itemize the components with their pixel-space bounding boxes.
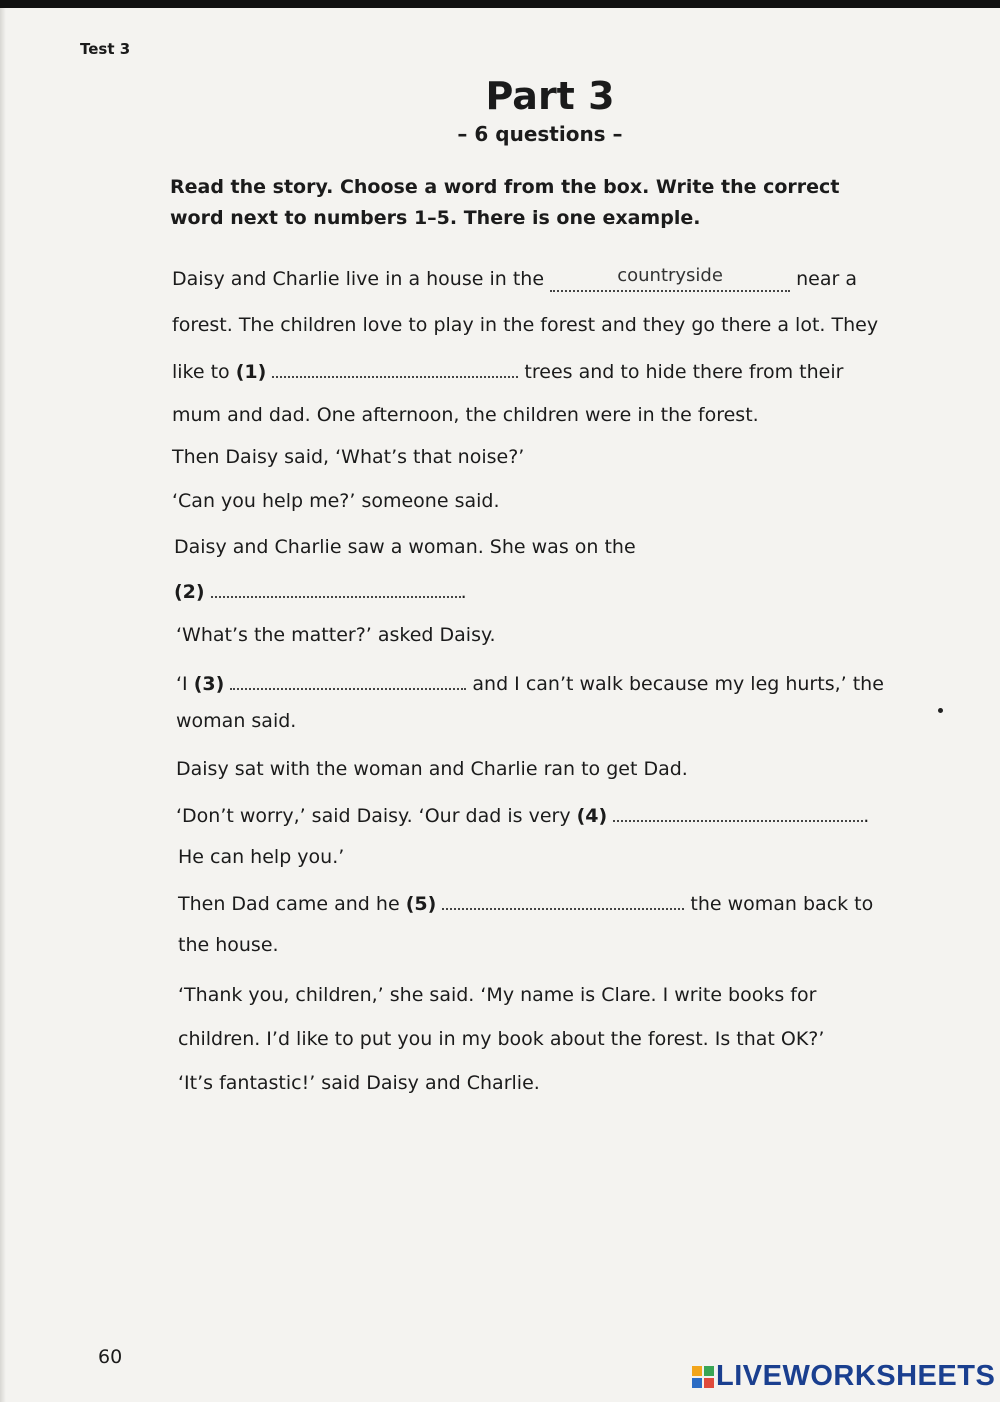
page-subtitle: – 6 questions – [457,122,623,146]
story-line-1: Daisy and Charlie live in a house in the countryside near a [172,265,857,290]
story-line-16: the house. [178,934,279,956]
story-line-14: He can help you.’ [178,846,345,868]
top-edge [0,0,1000,8]
question-number-5: (5) [405,893,437,915]
story-line-5: Then Daisy said, ‘What’s that noise?’ [172,446,525,468]
answer-blank-3[interactable] [230,670,466,690]
story-line-3: like to (1) trees and to hide there from their [172,358,843,383]
story-line-18: children. I’d like to put you in my book about the forest. Is that OK?’ [178,1028,825,1050]
answer-blank-4[interactable] [613,802,863,822]
story-line-17: ‘Thank you, children,’ she said. ‘My name is Clare. I write books for [178,984,817,1006]
question-number-2: (2) [174,581,205,603]
page-title: Part 3 [485,74,615,118]
story-line-19: ‘It’s fantastic!’ said Daisy and Charlie. [178,1072,540,1094]
question-number-1: (1) [235,361,267,383]
answer-blank-2[interactable] [211,578,461,598]
answer-blank-1[interactable] [272,358,518,378]
example-answer-field: countryside [550,269,790,292]
story-line-12: Daisy sat with the woman and Charlie ran to get Dad. [176,758,688,780]
story-line-13: ‘Don’t worry,’ said Daisy. ‘Our dad is very (4) . [176,802,869,827]
story-line-7: Daisy and Charlie saw a woman. She was on the [174,536,636,558]
story-line-4: mum and dad. One afternoon, the children were in the forest. [172,404,759,426]
stray-mark [938,708,943,713]
story-line-11: woman said. [176,710,297,732]
story-line-10: ‘I (3) and I can’t walk because my leg hurts,’ the [176,670,884,695]
test-label: Test 3 [80,40,131,58]
page-gutter [0,8,6,1402]
story-line-2: forest. The children love to play in the forest and they go there a lot. They [172,314,879,336]
question-number-3: (3) [193,673,225,695]
question-number-4: (4) [576,805,608,827]
story-line-8: (2) . [174,578,467,603]
page-number: 60 [98,1346,123,1368]
brand-name: LIVEWORKSHEETS [716,1360,996,1392]
instructions: Read the story. Choose a word from the box. Write the correct word next to numbers 1–5. There is one example. [170,176,840,229]
story-line-15: Then Dad came and he (5) the woman back to [178,890,873,915]
story-line-6: ‘Can you help me?’ someone said. [172,490,500,512]
answer-blank-5[interactable] [442,890,684,910]
liveworksheets-icon [692,1366,714,1388]
brand-logo[interactable] [692,1360,995,1393]
story-line-9: ‘What’s the matter?’ asked Daisy. [176,624,496,646]
